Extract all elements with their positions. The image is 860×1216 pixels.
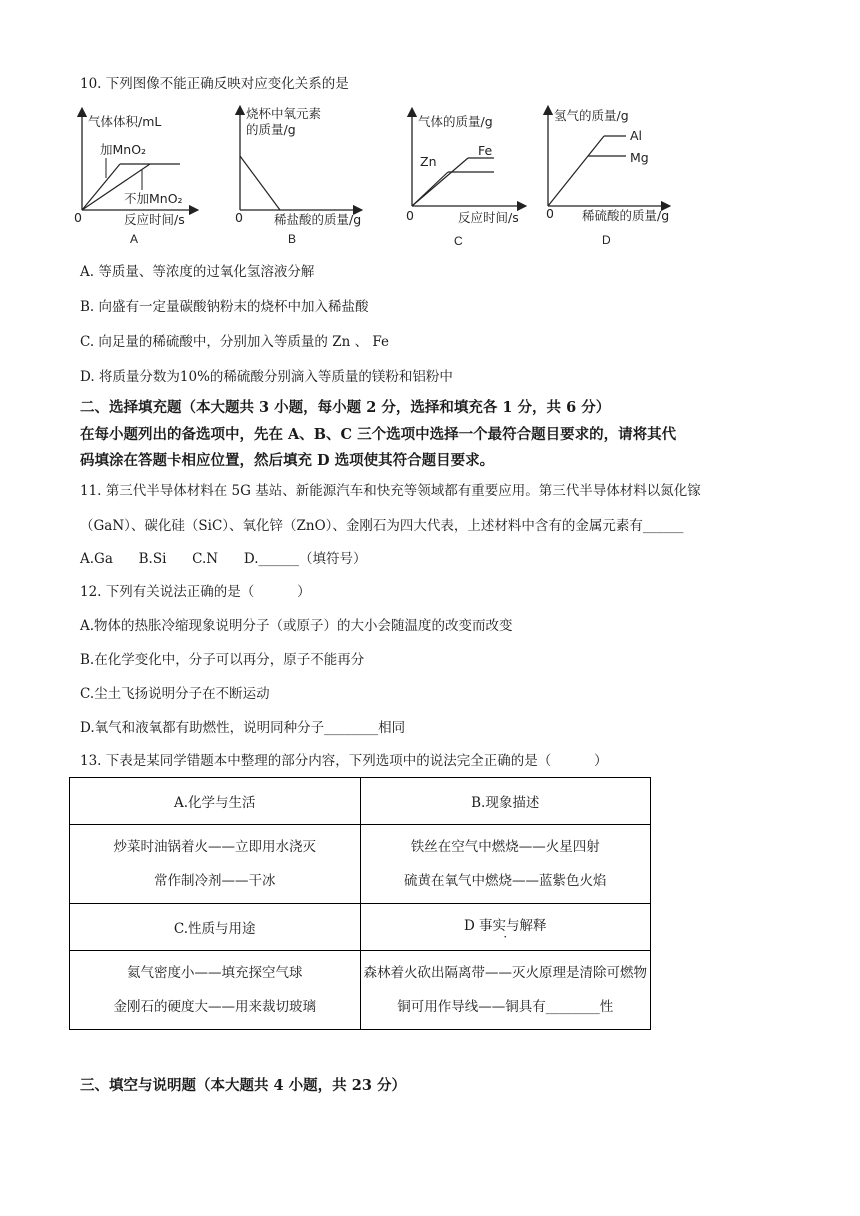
- cell-d-line2: 铜可用作导线——铜具有________性: [397, 999, 614, 1015]
- cell-a-line1: 炒菜时油锅着火——立即用水浇灭: [113, 839, 316, 855]
- graph-a-xlabel: 反应时间/s: [124, 212, 185, 227]
- graph-c-xlabel: 反应时间/s: [458, 210, 519, 225]
- table-head-a: A.化学与生活: [70, 778, 361, 825]
- graph-c: [402, 100, 537, 254]
- graph-c-label2: Fe: [478, 143, 493, 158]
- cell-c-line2: 金刚石的硬度大——用来裁切玻璃: [113, 999, 316, 1015]
- graph-d-caption: D: [602, 233, 611, 247]
- graph-a-ylabel: 气体体积/mL: [88, 114, 162, 129]
- graph-b-ylabel1: 烧杯中氧元素: [246, 106, 322, 121]
- graph-b-xlabel: 稀盐酸的质量/g: [274, 212, 362, 227]
- q13-table: [69, 777, 651, 1030]
- q10-option-c: C. 向足量的稀硫酸中，分别加入等质量的 Zn 、 Fe: [80, 334, 389, 350]
- table-cell-b: [360, 825, 651, 904]
- graph-c-svg: [402, 100, 537, 250]
- graph-d-label2: Mg: [630, 150, 649, 165]
- graph-b: [230, 100, 370, 254]
- curve-with-mno2: [82, 164, 120, 210]
- q13-stem: 13. 下表是某同学错题本中整理的部分内容，下列选项中的说法完全正确的是（ ）: [80, 753, 608, 769]
- q12-option-c: C.尘土飞扬说明分子在不断运动: [80, 686, 270, 702]
- q10-stem: 10. 下列图像不能正确反映对应变化关系的是: [80, 76, 349, 92]
- table-head-c: C.性质与用途: [70, 904, 361, 951]
- table-cell-a: [70, 825, 361, 904]
- curve-oxygen: [240, 156, 280, 210]
- table-head-d: [360, 904, 651, 951]
- q10-option-a: A. 等质量、等浓度的过氧化氢溶液分解: [80, 264, 315, 280]
- section2-instruction-1: 在每小题列出的备选项中，先在 A、B、C 三个选项中选择一个最符合题目要求的，请将其代: [80, 426, 677, 443]
- graph-d-ylabel: 氢气的质量/g: [554, 108, 629, 123]
- table-cell-c: [70, 951, 361, 1030]
- q11-line1: 11. 第三代半导体材料在 5G 基站、新能源汽车和快充等领域都有重要应用。第三代半导体材料以氮化镓: [80, 483, 701, 499]
- q11-options: A.Ga B.Si C.N D.______（填符号）: [80, 551, 367, 567]
- table-head-b: B.现象描述: [360, 778, 651, 825]
- graph-c-label1: Zn: [420, 154, 437, 169]
- q12-stem: 12. 下列有关说法正确的是（ ）: [80, 584, 311, 600]
- section2-instruction-2: 码填涂在答题卡相应位置，然后填充 D 选项使其符合题目要求。: [80, 452, 495, 469]
- graph-b-origin: 0: [235, 210, 243, 225]
- graph-b-svg: [230, 100, 370, 250]
- q12-option-a: A.物体的热胀冷缩现象说明分子（或原子）的大小会随温度的改变而改变: [80, 618, 513, 634]
- cell-c-line1: 氦气密度小——填充探空气球: [127, 965, 303, 981]
- q10-option-b: B. 向盛有一定量碳酸钠粉末的烧杯中加入稀盐酸: [80, 299, 369, 315]
- graph-d-xlabel: 稀硫酸的质量/g: [582, 208, 670, 223]
- graph-d-svg: [538, 100, 678, 250]
- q10-option-d: D. 将质量分数为10%的稀硫酸分别滴入等质量的镁粉和铝粉中: [80, 369, 453, 385]
- q11-line2: （GaN）、碳化硅（SiC）、氧化锌（ZnO）、金刚石为四大代表，上述材料中含有的金属元素有______: [80, 518, 684, 534]
- section2-title: 二、选择填充题（本大题共 3 小题，每小题 2 分，选择和填充各 1 分，共 6 分）: [80, 399, 611, 416]
- graph-b-ylabel2: 的质量/g: [246, 122, 296, 137]
- graph-a-label1: 加MnO₂: [100, 142, 147, 157]
- graph-d: [538, 100, 678, 254]
- graph-d-origin: 0: [546, 206, 554, 221]
- graph-a-label2: 不加MnO₂: [124, 191, 183, 206]
- graph-c-origin: 0: [406, 208, 414, 223]
- table-cell-d: [360, 951, 651, 1030]
- q12-option-d: D.氧气和液氧都有助燃性，说明同种分子________相同: [80, 720, 406, 736]
- graph-c-caption: C: [454, 234, 463, 248]
- cell-a-line2: 常作制冷剂——干冰: [154, 873, 276, 889]
- graph-a-origin: 0: [74, 210, 82, 225]
- table-head-d-dot: ·: [503, 930, 508, 944]
- q12-option-b: B.在化学变化中，分子可以再分，原子不能再分: [80, 652, 365, 668]
- curve-al: [548, 136, 604, 206]
- cell-b-line2: 硫黄在氧气中燃烧——蓝紫色火焰: [404, 873, 607, 889]
- graph-a-svg: [72, 100, 202, 250]
- table-head-d-text: D 事实与解释: [463, 918, 547, 934]
- graph-a: [72, 100, 202, 254]
- graph-d-label1: Al: [630, 128, 643, 143]
- graph-a-caption: A: [130, 232, 139, 246]
- cell-b-line1: 铁丝在空气中燃烧——火星四射: [410, 839, 600, 855]
- cell-d-line1: 森林着火砍出隔离带——灭火原理是清除可燃物: [363, 965, 647, 981]
- graph-c-ylabel: 气体的质量/g: [418, 114, 493, 129]
- graph-b-caption: B: [288, 232, 297, 246]
- section3-title: 三、填空与说明题（本大题共 4 小题，共 23 分）: [80, 1077, 406, 1094]
